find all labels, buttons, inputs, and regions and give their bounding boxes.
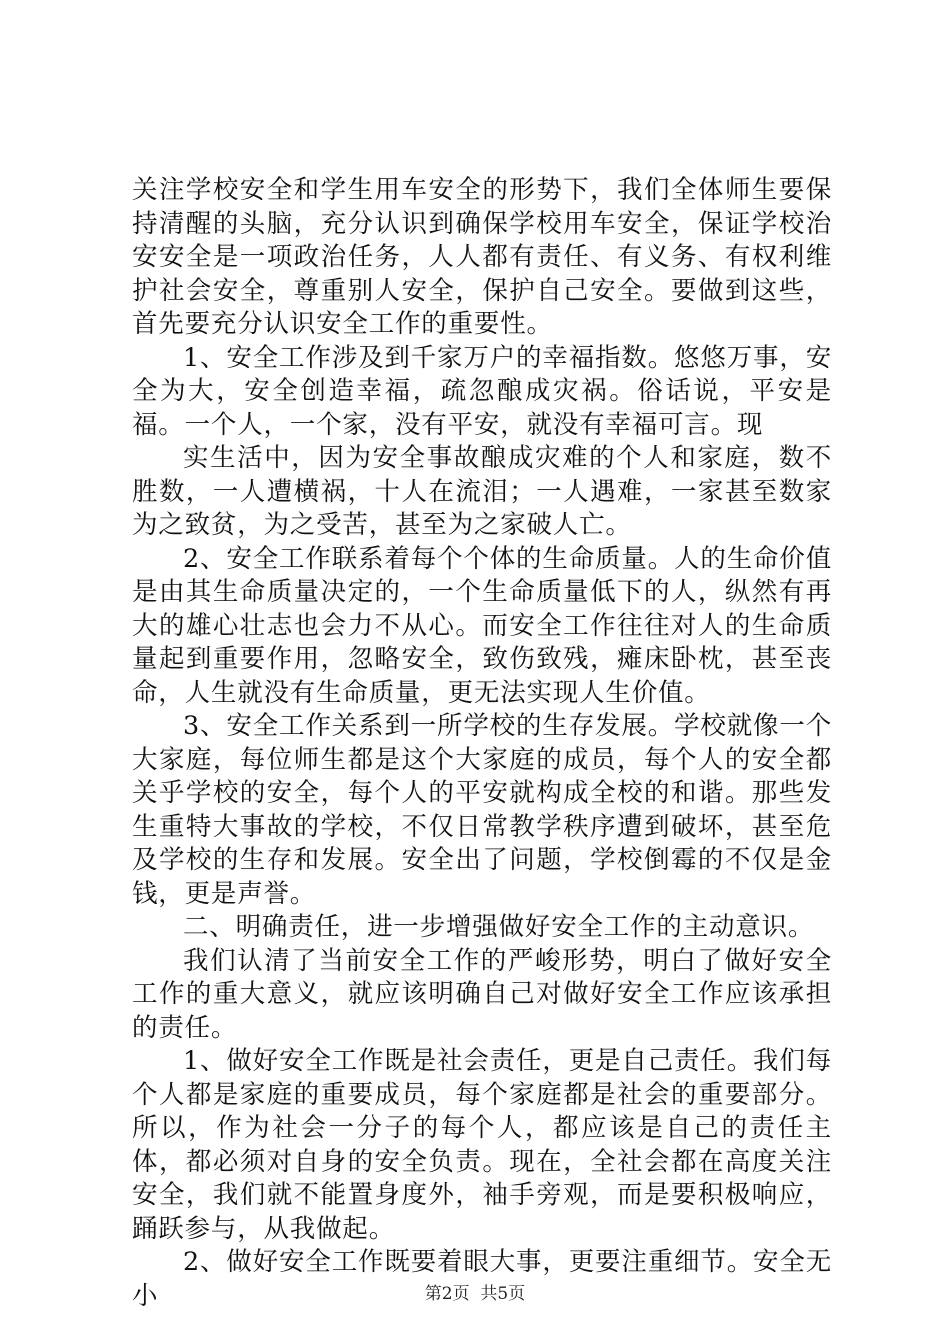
- page-footer: [0, 1284, 950, 1304]
- paragraph-responsibility-intro: 我们认清了当前安全工作的严峻形势，明白了做好安全工作的重大意义，就应该明确自己对做好安全工作应该承担的责任。: [132, 945, 832, 1043]
- paragraph-point-1-continued: 实生活中，因为安全事故酿成灾难的个人和家庭，数不胜数，一人遭横祸，十人在流泪；一人遇难，一家甚至数家为之致贫，为之受苦，甚至为之家破人亡。: [132, 443, 832, 540]
- paragraph-point-1-happiness: 1、安全工作涉及到千家万户的幸福指数。悠悠万事，安全为大，安全创造幸福，疏忽酿成灾祸。俗话说，平安是福。一个人，一个家，没有平安，就没有幸福可言。现: [132, 342, 832, 440]
- section-heading-responsibility: 二、明确责任，进一步增强做好安全工作的主动意识。: [183, 912, 815, 942]
- paragraph-responsibility-point-2: 2、做好安全工作既要着眼大事，更要注重细节。安全无小: [132, 1247, 832, 1311]
- footer-spacer: [470, 1284, 481, 1304]
- paragraph-responsibility-point-1: 1、做好安全工作既是社会责任，更是自己责任。我们每个人都是家庭的重要成员，每个家庭都是社会的重要部分。所以，作为社会一分子的每个人，都应该是自己的责任主体，都必须对自身的安全负责。现在，全社会都在高度关注安全，我们就不能置身度外，袖手旁观，而是要积极响应，踊跃参与，从我做起。: [132, 1046, 832, 1244]
- document-body: [132, 174, 832, 1313]
- paragraph-intro: 关注学校安全和学生用车安全的形势下，我们全体师生要保持清醒的头脑，充分认识到确保学校用车安全，保证学校治安安全是一项政治任务，人人都有责任、有义务、有权利维护社会安全，尊重别人安全，保护自己安全。要做到这些，首先要充分认识安全工作的重要性。: [132, 175, 832, 339]
- paragraph-point-3-school-development: 3、安全工作关系到一所学校的生存发展。学校就像一个大家庭，每位师生都是这个大家庭的成员，每个人的安全都关乎学校的安全，每个人的平安就构成全校的和谐。那些发生重特大事故的学校，不仅日常教学秩序遭到破坏，甚至危及学校的生存和发展。安全出了问题，学校倒霉的不仅是金钱，更是声誉。: [132, 711, 832, 909]
- paragraph-point-2-life-quality: 2、安全工作联系着每个个体的生命质量。人的生命价值是由其生命质量决定的，一个生命质量低下的人，纵然有再大的雄心壮志也会力不从心。而安全工作往往对人的生命质量起到重要作用，忽略安全，致伤致残，瘫床卧枕，甚至丧命，人生就没有生命质量，更无法实现人生价值。: [132, 543, 832, 708]
- page-number: 第2页: [424, 1284, 470, 1304]
- page-total: 共5页: [480, 1284, 526, 1304]
